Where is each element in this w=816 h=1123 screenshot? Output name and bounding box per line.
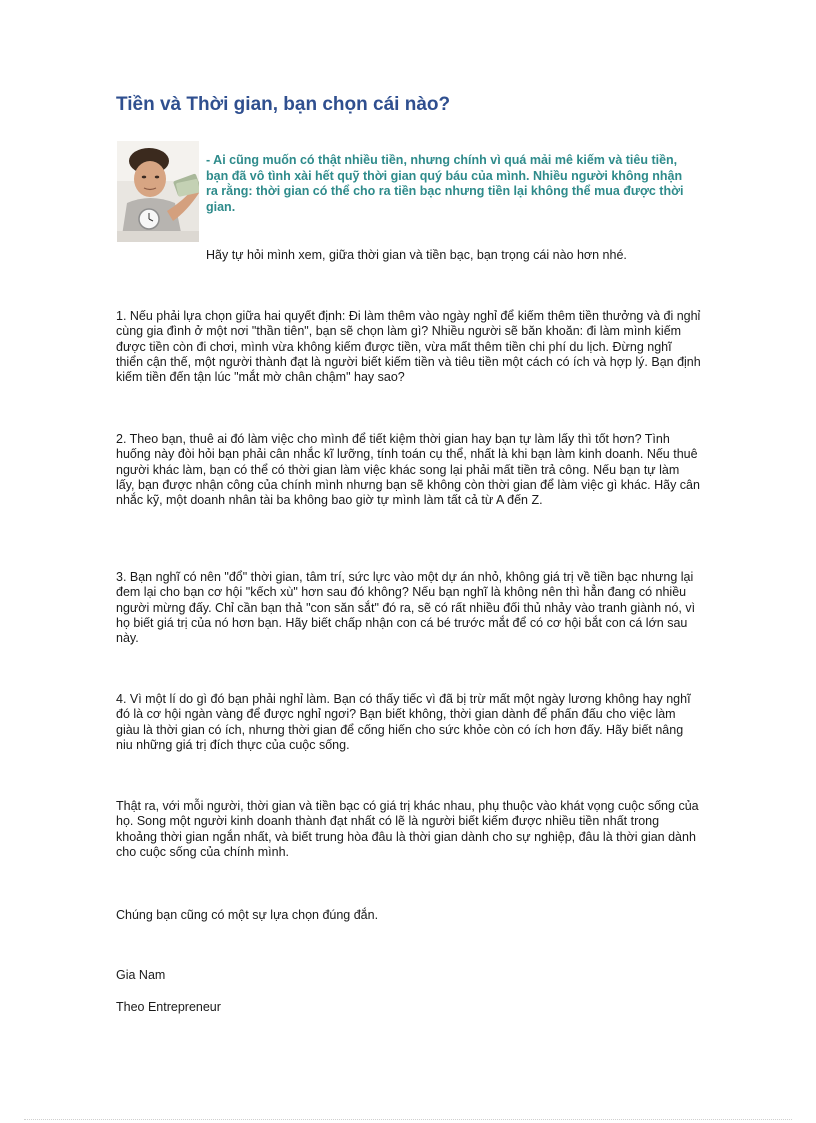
- paragraph-closing: Chúng bạn cũng có một sự lựa chọn đúng đắn.: [116, 908, 379, 922]
- paragraph-4: 4. Vì một lí do gì đó bạn phải nghỉ làm. Bạn có thấy tiếc vì đã bị trừ mất một ngày lương không hay nghĩ đó là cơ hội ngàn vàng để được nghỉ ngơi? Bạn biết không, thời gian dành để phấn đấu cho việc làm giàu là thời gian có ích, nhưng thời gian để cống hiến cho sức khỏe còn có ích hơn đấy. Hãy biết nâng niu những giá trị đích thực của cuộc sống.: [116, 692, 691, 752]
- page-bottom-divider: [24, 1119, 792, 1120]
- photo-illustration: [117, 141, 199, 242]
- paragraph-conclusion: Thật ra, với mỗi người, thời gian và tiền bạc có giá trị khác nhau, phụ thuộc vào khát vọng cuộc sống của họ. Song một người kinh doanh thành đạt nhất có lẽ là người biết kiếm được nhiều tiền nhất trong khoảng thời gian ngắn nhất, và biết trung hòa đâu là thời gian dành cho sự nghiệp, đâu là thời gian dành cho cuộc sống của chính mình.: [116, 799, 699, 859]
- article-source: Theo Entrepreneur: [116, 1000, 221, 1014]
- paragraph-1: 1. Nếu phải lựa chọn giữa hai quyết định: Đi làm thêm vào ngày nghỉ để kiếm thêm tiền thưởng và đi nghỉ cùng gia đình ở một nơi "thần tiên", bạn sẽ chọn làm gì? Nhiều người sẽ băn khoăn: đi làm mình kiếm được tiền còn đi chơi, mình vừa không kiếm được tiền, vừa mất thêm tiền chi phí du lịch. Đừng nghĩ thiển cận thế, một người thành đạt là người biết kiếm tiền và tiêu tiền một cách có ích và hợp lý. Bạn định kiếm tiền đến tận lúc "mắt mờ chân chậm" hay sao?: [116, 309, 701, 385]
- man-with-money-photo: [117, 141, 199, 242]
- article-question: Hãy tự hỏi mình xem, giữa thời gian và tiền bạc, bạn trọng cái nào hơn nhé.: [206, 248, 627, 262]
- article-lead: - Ai cũng muốn có thật nhiều tiền, nhưng chính vì quá mải mê kiếm và tiêu tiền, bạn đã vô tình xài hết quỹ thời gian quý báu của mình. Nhiều người không nhận ra rằng: thời gian có thể cho ra tiền bạc nhưng tiền lại không thể mua được thời gian.: [206, 153, 684, 214]
- paragraph-3: 3. Bạn nghĩ có nên "đổ" thời gian, tâm trí, sức lực vào một dự án nhỏ, không giá trị về tiền bạc nhưng lại đem lại cho bạn cơ hội "kếch xù" hơn sau đó không? Nếu bạn nghĩ là không nên thì hẳn đang có nhiều người mừng đấy. Chỉ cần bạn thả "con săn sắt" đó ra, sẽ có rất nhiều đối thủ nhảy vào tranh giành nó, vì họ biết giá trị của nó hơn bạn. Hãy biết chấp nhận con cá bé trước mắt để có cơ hội bắt con cá lớn sau này.: [116, 570, 696, 646]
- article-title: Tiền và Thời gian, bạn chọn cái nào?: [116, 94, 451, 115]
- paragraph-2: 2. Theo bạn, thuê ai đó làm việc cho mình để tiết kiệm thời gian hay bạn tự làm lấy thì tốt hơn? Tình huống này đòi hỏi bạn phải cân nhắc kĩ lưỡng, tính toán cụ thể, nhất là khi bạn làm kinh doanh. Nếu thuê người khác làm, bạn có thể có thời gian làm việc khác song lại phải mất tiền trả công. Nếu bạn tự làm lấy, bạn được nhận công của chính mình nhưng bạn sẽ không còn thời gian để làm việc gì khác. Hãy cân nhắc kỹ, một doanh nhân tài ba không bao giờ tự mình làm tất cả từ A đến Z.: [116, 432, 700, 508]
- author-name: Gia Nam: [116, 968, 166, 982]
